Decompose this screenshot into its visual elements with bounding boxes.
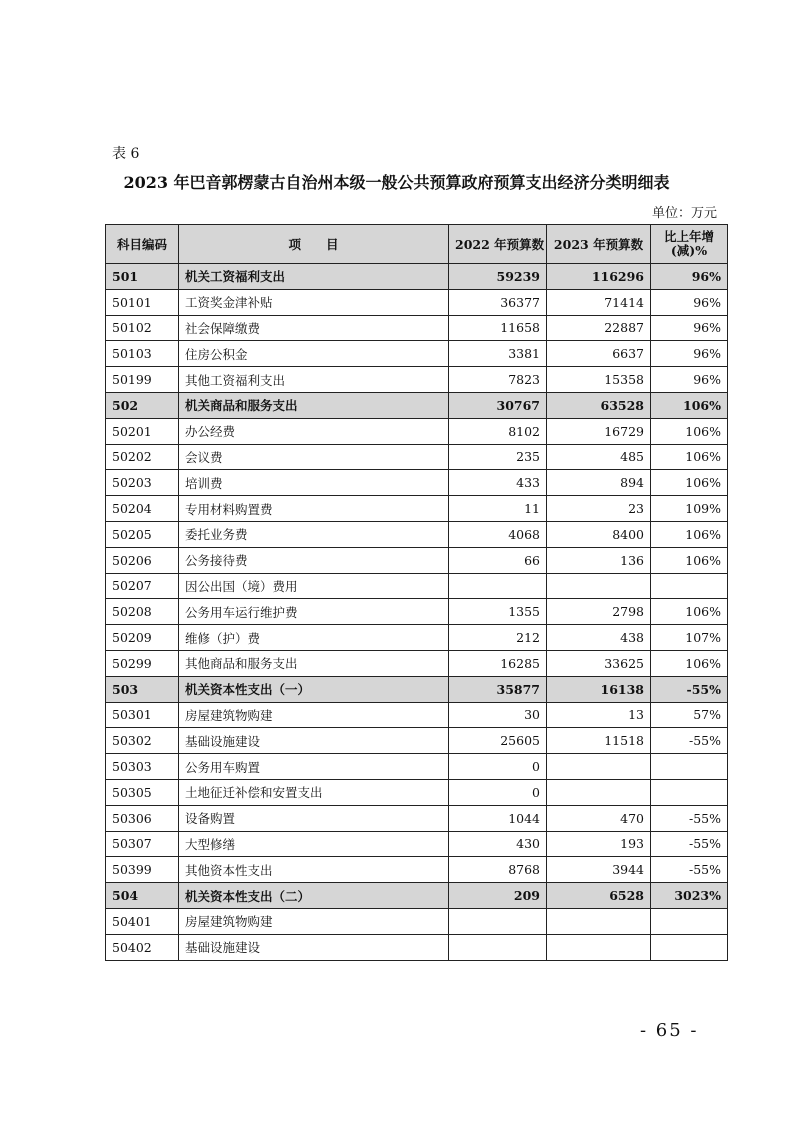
table-row xyxy=(106,547,728,573)
cell-budget-2023: 894 xyxy=(547,470,651,496)
cell-change: 106% xyxy=(651,599,728,625)
cell-budget-2022: 35877 xyxy=(449,676,547,702)
cell-change: 107% xyxy=(651,625,728,651)
cell-change: 109% xyxy=(651,496,728,522)
table-header-row xyxy=(106,225,728,264)
cell-code: 50101 xyxy=(106,289,179,315)
table-row xyxy=(106,805,728,831)
cell-item: 机关资本性支出（二） xyxy=(179,883,449,909)
cell-code: 50102 xyxy=(106,315,179,341)
cell-item: 机关工资福利支出 xyxy=(179,264,449,290)
header-item: 项 目 xyxy=(179,225,449,264)
cell-budget-2023: 33625 xyxy=(547,650,651,676)
cell-budget-2023: 485 xyxy=(547,444,651,470)
cell-budget-2022: 11 xyxy=(449,496,547,522)
cell-budget-2022: 430 xyxy=(449,831,547,857)
cell-budget-2023: 470 xyxy=(547,805,651,831)
cell-budget-2022: 66 xyxy=(449,547,547,573)
cell-budget-2023: 6528 xyxy=(547,883,651,909)
cell-change xyxy=(651,754,728,780)
header-budget-2022: 2022 年预算数 xyxy=(449,225,547,264)
cell-code: 50203 xyxy=(106,470,179,496)
cell-budget-2022: 11658 xyxy=(449,315,547,341)
cell-budget-2022: 4068 xyxy=(449,521,547,547)
cell-change: 96% xyxy=(651,289,728,315)
cell-item: 基础设施建设 xyxy=(179,934,449,960)
cell-item: 房屋建筑物购建 xyxy=(179,908,449,934)
cell-budget-2022: 8768 xyxy=(449,857,547,883)
cell-budget-2022: 30 xyxy=(449,702,547,728)
cell-code: 50103 xyxy=(106,341,179,367)
cell-item: 土地征迁补偿和安置支出 xyxy=(179,779,449,805)
cell-code: 50302 xyxy=(106,728,179,754)
cell-budget-2023: 3944 xyxy=(547,857,651,883)
cell-code: 50299 xyxy=(106,650,179,676)
table-row xyxy=(106,625,728,651)
cell-budget-2023 xyxy=(547,754,651,780)
cell-budget-2022: 8102 xyxy=(449,418,547,444)
cell-budget-2023 xyxy=(547,934,651,960)
cell-item: 维修（护）费 xyxy=(179,625,449,651)
cell-budget-2023 xyxy=(547,908,651,934)
cell-change: 106% xyxy=(651,470,728,496)
cell-code: 50401 xyxy=(106,908,179,934)
document-title: 2023 年巴音郭楞蒙古自治州本级一般公共预算政府预算支出经济分类明细表 xyxy=(123,173,670,192)
cell-budget-2022: 235 xyxy=(449,444,547,470)
category-row xyxy=(106,264,728,290)
cell-change: 106% xyxy=(651,418,728,444)
cell-change: 3023% xyxy=(651,883,728,909)
header-code: 科目编码 xyxy=(106,225,179,264)
cell-budget-2023: 15358 xyxy=(547,367,651,393)
table-row xyxy=(106,418,728,444)
cell-code: 50402 xyxy=(106,934,179,960)
cell-budget-2023: 22887 xyxy=(547,315,651,341)
table-row xyxy=(106,831,728,857)
cell-budget-2022: 1044 xyxy=(449,805,547,831)
cell-change: 96% xyxy=(651,315,728,341)
cell-budget-2023 xyxy=(547,779,651,805)
cell-item: 大型修缮 xyxy=(179,831,449,857)
cell-code: 501 xyxy=(106,264,179,290)
cell-item: 其他资本性支出 xyxy=(179,857,449,883)
cell-budget-2022: 36377 xyxy=(449,289,547,315)
table-row xyxy=(106,470,728,496)
cell-code: 50307 xyxy=(106,831,179,857)
cell-item: 公务用车运行维护费 xyxy=(179,599,449,625)
cell-change: 106% xyxy=(651,521,728,547)
cell-budget-2022: 212 xyxy=(449,625,547,651)
cell-budget-2022: 0 xyxy=(449,779,547,805)
cell-budget-2023: 16729 xyxy=(547,418,651,444)
cell-item: 设备购置 xyxy=(179,805,449,831)
cell-budget-2023 xyxy=(547,573,651,599)
cell-change xyxy=(651,934,728,960)
cell-code: 50209 xyxy=(106,625,179,651)
cell-budget-2022 xyxy=(449,573,547,599)
cell-code: 50205 xyxy=(106,521,179,547)
header-change: 比上年增(减)% xyxy=(651,225,728,264)
cell-budget-2023: 13 xyxy=(547,702,651,728)
cell-change: 106% xyxy=(651,650,728,676)
table-row xyxy=(106,367,728,393)
cell-budget-2023: 11518 xyxy=(547,728,651,754)
cell-item: 办公经费 xyxy=(179,418,449,444)
cell-budget-2022: 25605 xyxy=(449,728,547,754)
cell-budget-2023: 23 xyxy=(547,496,651,522)
cell-change: 96% xyxy=(651,367,728,393)
table-row xyxy=(106,521,728,547)
cell-change: 96% xyxy=(651,341,728,367)
table-body xyxy=(106,264,728,961)
cell-code: 503 xyxy=(106,676,179,702)
table-row xyxy=(106,599,728,625)
unit-label: 单位：万元 xyxy=(651,206,717,221)
cell-code: 50399 xyxy=(106,857,179,883)
cell-change: 106% xyxy=(651,392,728,418)
table-row xyxy=(106,341,728,367)
cell-change: 106% xyxy=(651,547,728,573)
cell-change xyxy=(651,779,728,805)
cell-code: 50305 xyxy=(106,779,179,805)
cell-budget-2023: 8400 xyxy=(547,521,651,547)
page-number: - 65 - xyxy=(640,1020,699,1041)
cell-budget-2023: 136 xyxy=(547,547,651,573)
cell-change: -55% xyxy=(651,831,728,857)
cell-code: 50207 xyxy=(106,573,179,599)
cell-budget-2022: 1355 xyxy=(449,599,547,625)
cell-change: -55% xyxy=(651,676,728,702)
cell-item: 基础设施建设 xyxy=(179,728,449,754)
cell-budget-2022: 209 xyxy=(449,883,547,909)
cell-change: -55% xyxy=(651,728,728,754)
cell-budget-2022: 59239 xyxy=(449,264,547,290)
budget-table xyxy=(105,224,728,961)
cell-change: 96% xyxy=(651,264,728,290)
category-row xyxy=(106,392,728,418)
cell-item: 委托业务费 xyxy=(179,521,449,547)
table-row xyxy=(106,650,728,676)
cell-item: 因公出国（境）费用 xyxy=(179,573,449,599)
cell-code: 50306 xyxy=(106,805,179,831)
cell-item: 会议费 xyxy=(179,444,449,470)
cell-budget-2023: 2798 xyxy=(547,599,651,625)
cell-budget-2022: 7823 xyxy=(449,367,547,393)
table-row xyxy=(106,754,728,780)
category-row xyxy=(106,883,728,909)
cell-code: 50206 xyxy=(106,547,179,573)
cell-code: 50301 xyxy=(106,702,179,728)
cell-item: 其他商品和服务支出 xyxy=(179,650,449,676)
table-row xyxy=(106,315,728,341)
cell-budget-2023: 63528 xyxy=(547,392,651,418)
table-row xyxy=(106,934,728,960)
cell-budget-2023: 16138 xyxy=(547,676,651,702)
cell-item: 培训费 xyxy=(179,470,449,496)
table-number: 表 6 xyxy=(112,146,140,162)
cell-item: 社会保障缴费 xyxy=(179,315,449,341)
cell-budget-2022 xyxy=(449,934,547,960)
cell-budget-2023: 193 xyxy=(547,831,651,857)
table-row xyxy=(106,779,728,805)
cell-code: 502 xyxy=(106,392,179,418)
cell-item: 专用材料购置费 xyxy=(179,496,449,522)
cell-change: 57% xyxy=(651,702,728,728)
cell-item: 公务用车购置 xyxy=(179,754,449,780)
cell-item: 其他工资福利支出 xyxy=(179,367,449,393)
table-row xyxy=(106,444,728,470)
cell-budget-2022: 433 xyxy=(449,470,547,496)
cell-code: 50208 xyxy=(106,599,179,625)
cell-change xyxy=(651,573,728,599)
table-row xyxy=(106,728,728,754)
table-row xyxy=(106,702,728,728)
cell-item: 机关资本性支出（一） xyxy=(179,676,449,702)
header-budget-2023: 2023 年预算数 xyxy=(547,225,651,264)
cell-budget-2022: 3381 xyxy=(449,341,547,367)
cell-budget-2022 xyxy=(449,908,547,934)
table-row xyxy=(106,908,728,934)
cell-item: 住房公积金 xyxy=(179,341,449,367)
cell-code: 50204 xyxy=(106,496,179,522)
cell-change xyxy=(651,908,728,934)
cell-code: 50199 xyxy=(106,367,179,393)
cell-item: 工资奖金津补贴 xyxy=(179,289,449,315)
cell-budget-2023: 438 xyxy=(547,625,651,651)
cell-item: 公务接待费 xyxy=(179,547,449,573)
cell-change: 106% xyxy=(651,444,728,470)
cell-budget-2023: 6637 xyxy=(547,341,651,367)
table-row xyxy=(106,289,728,315)
cell-change: -55% xyxy=(651,805,728,831)
cell-budget-2022: 0 xyxy=(449,754,547,780)
cell-item: 房屋建筑物购建 xyxy=(179,702,449,728)
cell-change: -55% xyxy=(651,857,728,883)
cell-code: 50201 xyxy=(106,418,179,444)
table-row xyxy=(106,857,728,883)
cell-code: 50303 xyxy=(106,754,179,780)
cell-budget-2023: 116296 xyxy=(547,264,651,290)
cell-budget-2022: 16285 xyxy=(449,650,547,676)
cell-budget-2022: 30767 xyxy=(449,392,547,418)
table-row xyxy=(106,573,728,599)
cell-budget-2023: 71414 xyxy=(547,289,651,315)
category-row xyxy=(106,676,728,702)
cell-code: 504 xyxy=(106,883,179,909)
cell-code: 50202 xyxy=(106,444,179,470)
table-row xyxy=(106,496,728,522)
cell-item: 机关商品和服务支出 xyxy=(179,392,449,418)
